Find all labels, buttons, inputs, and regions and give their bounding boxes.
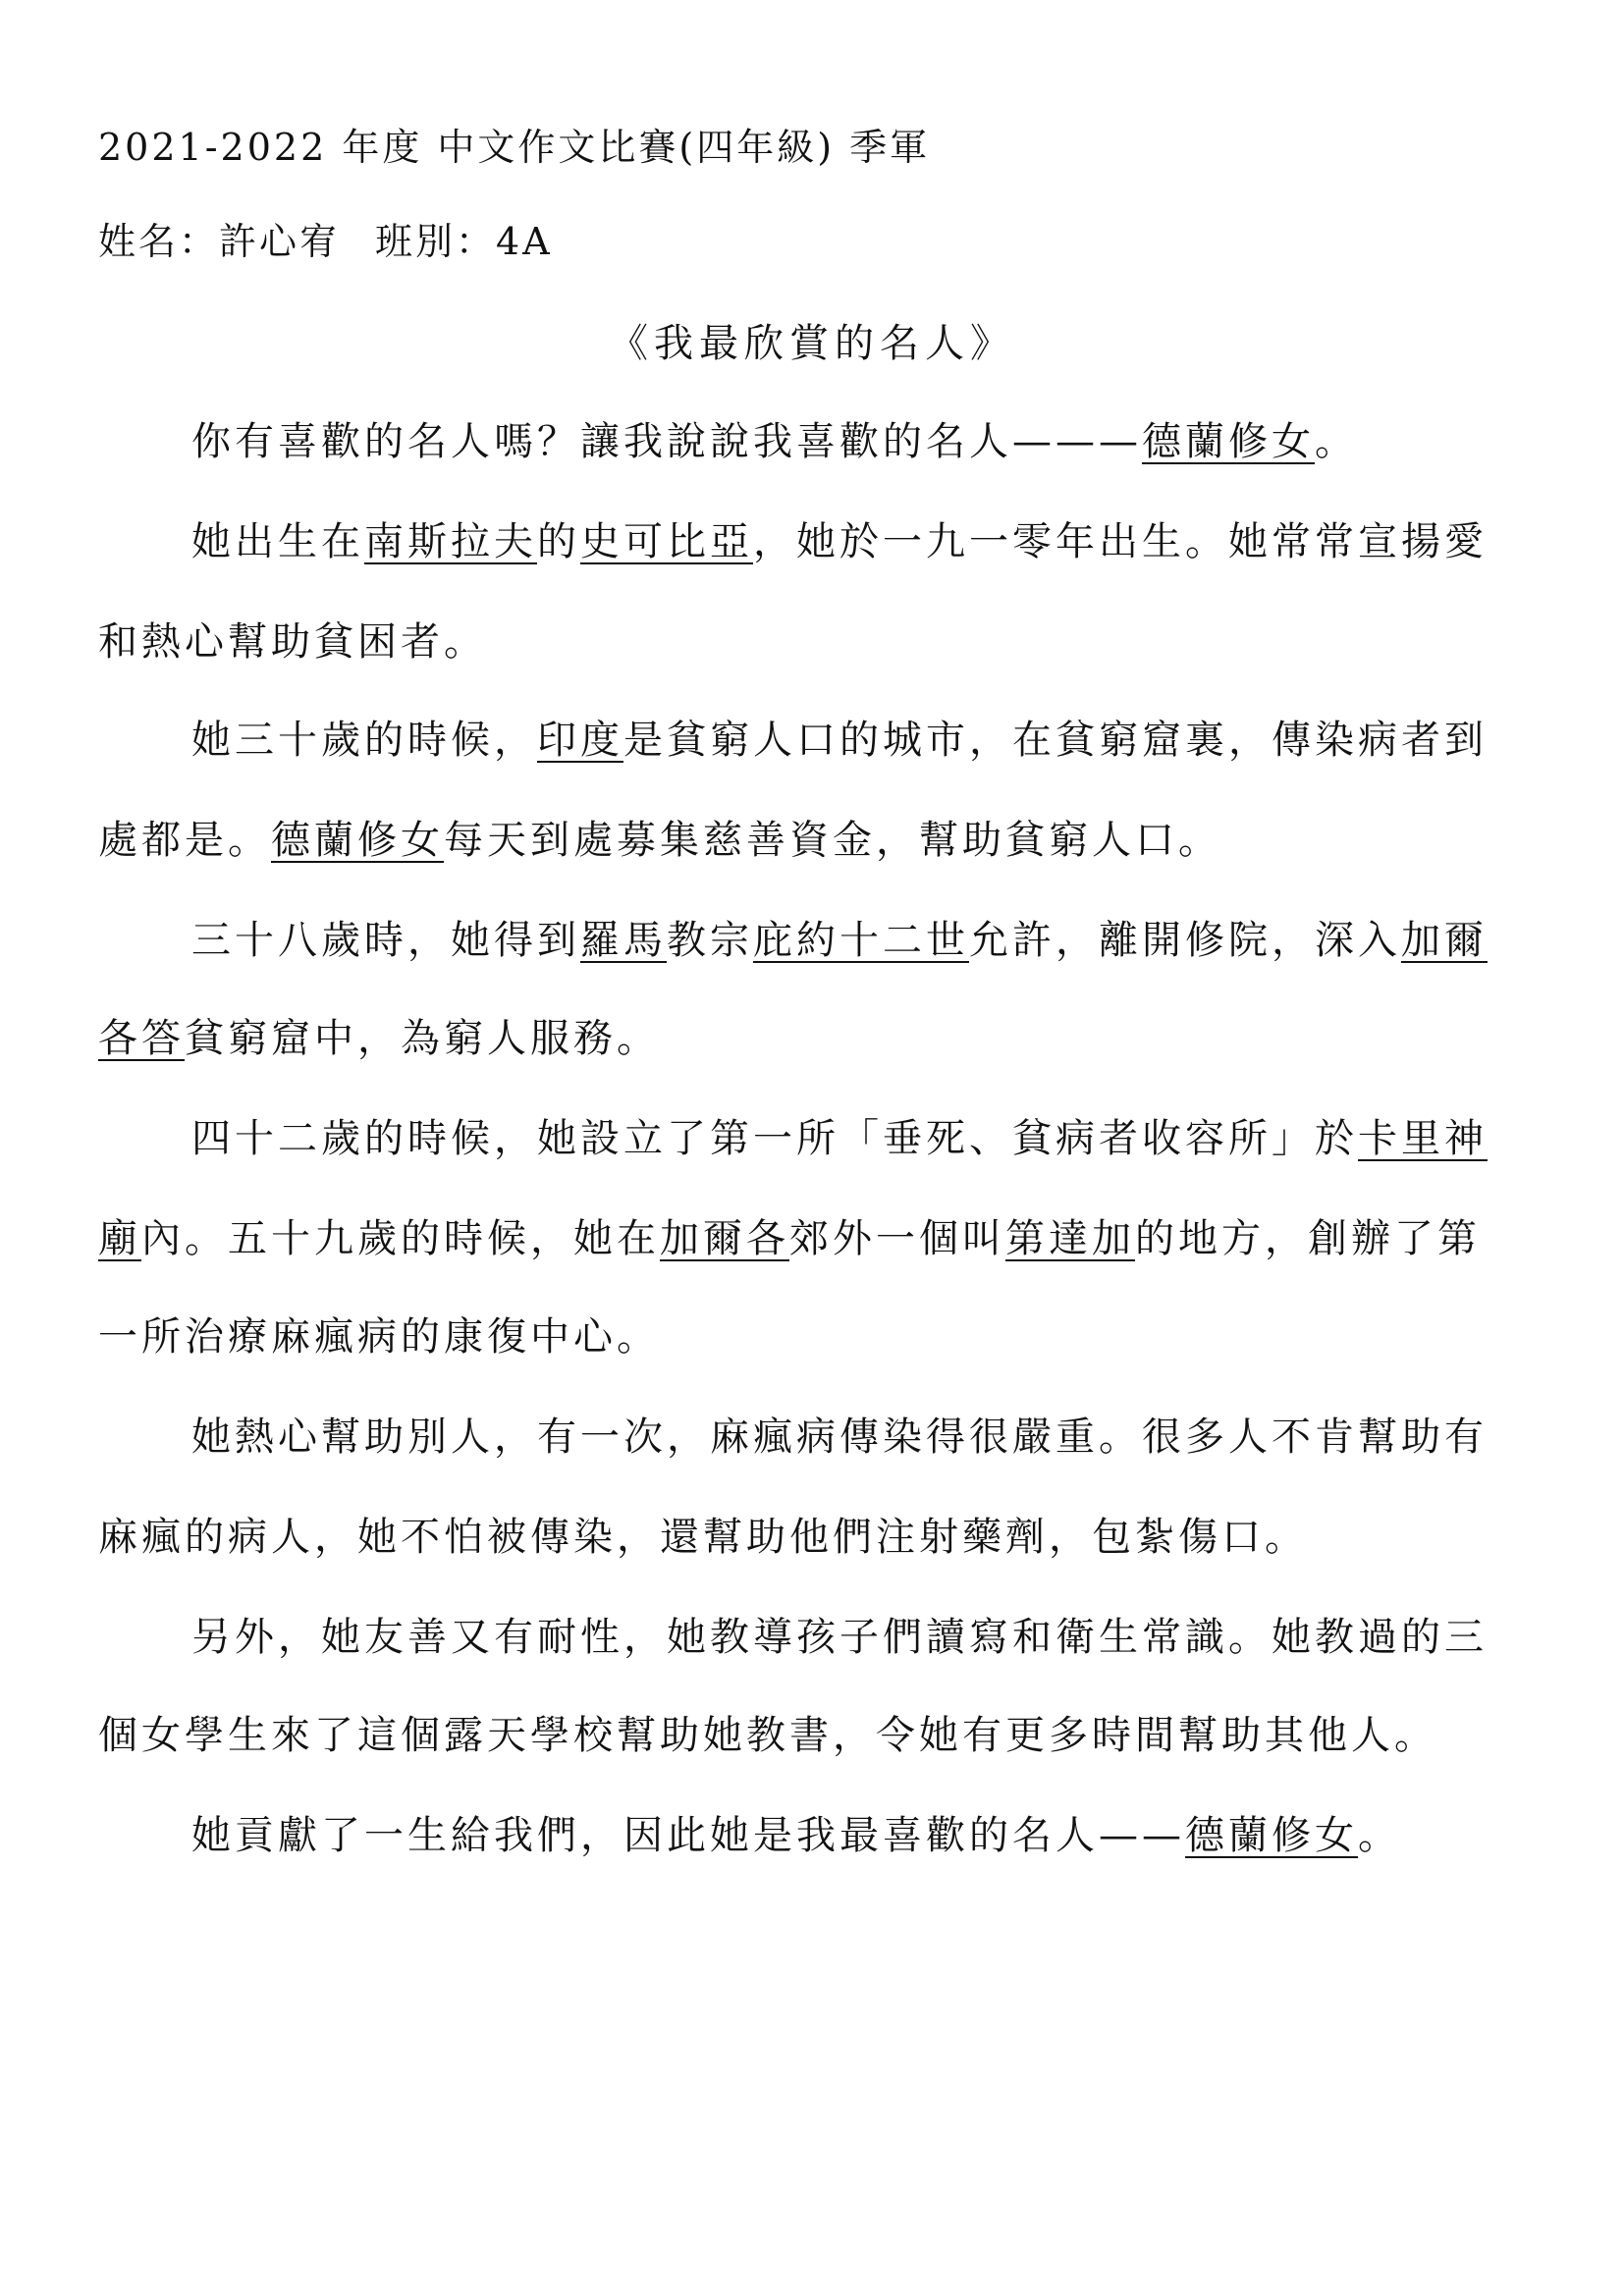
proper-noun: 印度 [537,718,623,763]
proper-noun: 第達加 [1005,1216,1135,1261]
proper-noun: 庇約十二世 [753,918,969,963]
proper-noun: 德蘭修女 [1142,419,1315,464]
competition-heading [98,124,930,171]
text-span: 另外，她友善又有耐性，她教導孩子們讀寫和衛生常識。她教過的三 [191,1615,1488,1660]
proper-noun: 德蘭修女 [271,818,444,863]
proper-noun: 卡里神 [1358,1116,1488,1161]
student-class: 4A [496,220,553,263]
text-span: 是貧窮人口的城市，在貧窮窟裏，傳染病者到 [623,718,1488,763]
text-span: 。 [1315,419,1358,464]
text-span: 四十二歲的時候，她設立了第一所「垂死、貧病者收容所」於 [191,1116,1358,1161]
paragraph-6-line-2 [98,1514,1308,1561]
text-span: 每天到處募集慈善資金，幫助貧窮人口。 [444,818,1221,863]
name-label: 姓名： [98,220,220,263]
paragraph-4-line-1 [191,917,1488,964]
student-name: 許心宥 [219,220,341,263]
paragraph-7-line-2 [98,1712,1437,1759]
text-span: 貧窮窟中，為窮人服務。 [185,1016,660,1061]
text-span: 她熱心幫助別人，有一次，麻瘋病傳染得很嚴重。很多人不肯幫助有 [191,1415,1488,1460]
paragraph-5-line-2 [98,1215,1481,1262]
paragraph-6-line-1 [191,1414,1488,1461]
proper-noun: 德蘭修女 [1185,1813,1358,1858]
student-info [98,218,553,265]
text-span: 和熱心幫助貧困者。 [98,619,487,665]
essay-title: 《我最欣賞的名人》 [609,321,1015,366]
proper-noun: 羅馬 [580,918,667,963]
competition-text: 2021-2022 年度 中文作文比賽(四年級) 季軍 [98,126,931,169]
paragraph-1-line-1 [191,418,1358,465]
text-span: 處都是。 [98,818,271,863]
paragraph-4-line-2 [98,1015,660,1062]
proper-noun: 各答 [98,1016,185,1061]
text-span: 她貢獻了一生給我們，因此她是我最喜歡的名人—— [191,1813,1185,1858]
text-span: 個女學生來了這個露天學校幫助她教書，令她有更多時間幫助其他人。 [98,1713,1437,1758]
text-span: 教宗 [667,918,753,963]
text-span: 三十八歲時，她得到 [191,918,580,963]
text-span: 她三十歲的時候， [191,718,537,763]
text-span: 你有喜歡的名人嗎？讓我說說我喜歡的名人——— [191,419,1142,464]
paragraph-3-line-2 [98,817,1221,864]
text-span: 的地方，創辦了第 [1135,1216,1481,1261]
proper-noun: 南斯拉夫 [364,519,537,564]
text-span: 的 [537,519,580,564]
text-span: 麻瘋的病人，她不怕被傳染，還幫助他們注射藥劑，包紮傷口。 [98,1515,1308,1560]
proper-noun: 加爾 [1401,918,1488,963]
text-span: 。 [1358,1813,1401,1858]
paragraph-3-line-1 [191,717,1488,764]
paragraph-7-line-1 [191,1614,1488,1661]
paragraph-5-line-1 [191,1115,1488,1162]
text-span: 她出生在 [191,519,364,564]
text-span: 允許，離開修院，深入 [969,918,1401,963]
class-label: 班別： [375,220,497,263]
text-span: ，她於一九一零年出生。她常常宣揚愛 [753,519,1488,564]
proper-noun: 史可比亞 [580,519,753,564]
paragraph-2-line-1 [191,518,1488,565]
text-span: 郊外一個叫 [789,1216,1005,1261]
proper-noun: 加爾各 [660,1216,789,1261]
text-span: 內。五十九歲的時候，她在 [141,1216,660,1261]
paragraph-2-line-2 [98,618,487,666]
paragraph-8-line-1 [191,1812,1401,1859]
proper-noun: 廟 [98,1216,141,1261]
paragraph-5-line-3 [98,1313,660,1361]
text-span: 一所治療麻瘋病的康復中心。 [98,1314,660,1360]
